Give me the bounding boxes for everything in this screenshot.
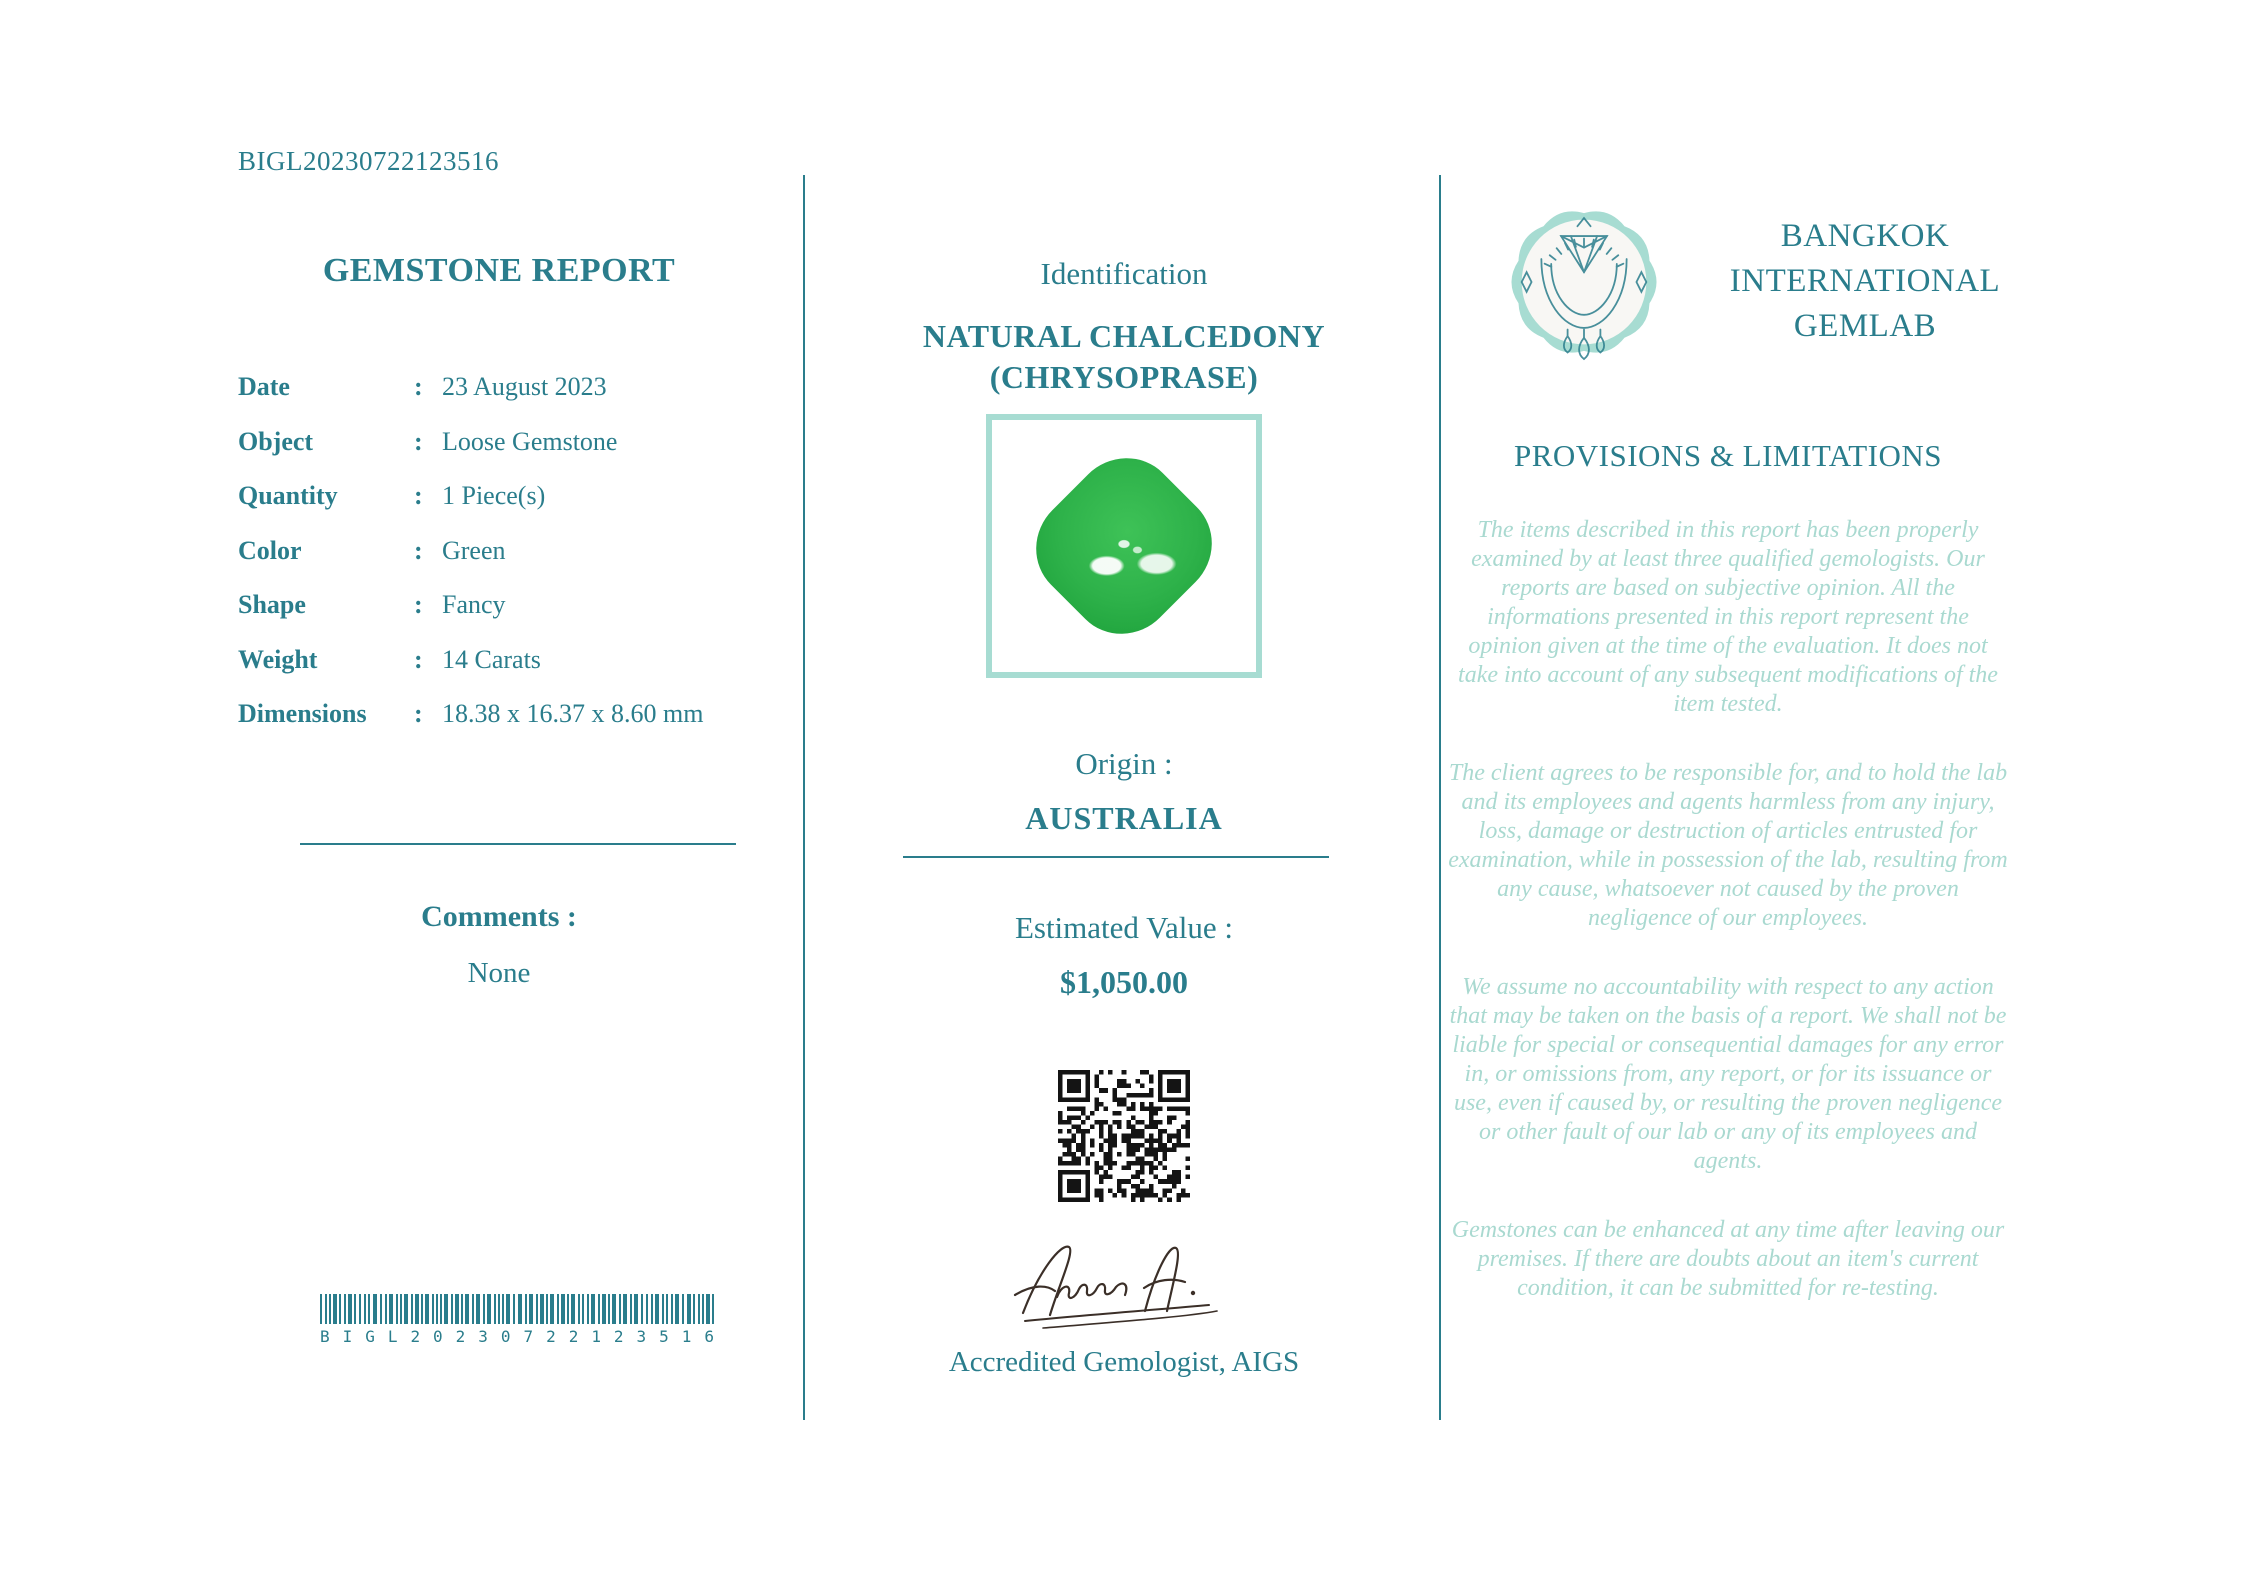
identification-result [852, 316, 1396, 398]
field-label-color: Color [238, 535, 302, 565]
provisions-paragraph-4: Gemstones can be enhanced at any time after leaving our premises. If there are doubts about an item's current condition, it can be submitted for re-testing. [1451, 1217, 2005, 1301]
lab-name-line2: INTERNATIONAL [1729, 263, 2001, 299]
field-value-color: Green [442, 535, 506, 565]
report-title: GEMSTONE REPORT [322, 252, 676, 289]
middle-section-divider [903, 856, 1329, 858]
origin-label: Origin : [1075, 746, 1173, 781]
lab-name-line3: GEMLAB [1793, 308, 1937, 344]
provisions-paragraph-3: We assume no accountability with respect to any action that may be taken on the basis of a report. We shall not be liable for special or consequential damages for any error in, or omissions from, any report, or for its issuance or use, even if caused by, or resulting the proven negligence or other fault of our lab or any of its employees and agents. [1449, 974, 2007, 1174]
signatory-title: Accredited Gemologist, AIGS [948, 1346, 1300, 1378]
gem-photo [1014, 436, 1233, 655]
field-label-dimensions: Dimensions [238, 699, 367, 729]
field-value-object: Loose Gemstone [442, 426, 618, 456]
signature [995, 1233, 1245, 1338]
field-label-object: Object [238, 426, 314, 456]
field-colon: : [414, 481, 423, 511]
identification-result-line2: (CHRYSOPRASE) [989, 359, 1259, 395]
field-colon: : [414, 590, 423, 620]
identification-result-line1: NATURAL CHALCEDONY [922, 318, 1326, 354]
field-value-date: 23 August 2023 [442, 372, 607, 402]
field-colon: : [414, 426, 423, 456]
comments-value: None [467, 957, 531, 989]
provisions-paragraph-1: The items described in this report has been properly examined by at least three qualified gemologists. Our reports are based on subjective opinion. All the informations presented in this report represent the opinion given at the time of the evaluation. It does not take into account of any subsequent modifications of the item tested. [1458, 517, 1998, 717]
provisions-text [1448, 516, 2008, 1343]
field-label-date: Date [238, 372, 290, 402]
report-number: BIGL20230722123516 [238, 146, 499, 176]
gem-highlight [1028, 447, 1220, 645]
estimated-value-label: Estimated Value : [1014, 910, 1234, 945]
lab-logo [1502, 200, 1666, 364]
barcode-bars [320, 1294, 714, 1324]
field-label-shape: Shape [238, 590, 306, 620]
qr-code [1058, 1070, 1190, 1202]
lab-name [1692, 214, 2038, 349]
lab-name-line1: BANGKOK [1780, 218, 1950, 254]
column-divider-right [1439, 175, 1441, 1420]
barcode-text: B I G L 2 0 2 3 0 7 2 2 1 2 3 5 1 6 [320, 1327, 714, 1346]
barcode [320, 1294, 714, 1346]
field-value-quantity: 1 Piece(s) [442, 481, 546, 511]
estimated-value-amount: $1,050.00 [1060, 964, 1188, 1000]
report-fields [238, 360, 768, 742]
left-section-divider [300, 843, 736, 845]
column-divider-left [803, 175, 805, 1420]
field-value-dimensions: 18.38 x 16.37 x 8.60 mm [442, 699, 704, 729]
identification-heading: Identification [1040, 256, 1208, 291]
origin-value: AUSTRALIA [1025, 800, 1223, 836]
field-value-shape: Fancy [442, 590, 506, 620]
provisions-paragraph-2: The client agrees to be responsible for, and to hold the lab and its employees and agents harmless from any injury, loss, damage or destruction of articles entrusted for examination, while in possession of the lab, resulting from any cause, whatsoever not caused by the proven negligence of our employees. [1448, 760, 2008, 931]
field-label-weight: Weight [238, 644, 318, 674]
field-label-quantity: Quantity [238, 481, 338, 511]
provisions-heading: PROVISIONS & LIMITATIONS [1513, 438, 1943, 473]
field-value-weight: 14 Carats [442, 644, 541, 674]
field-colon: : [414, 644, 423, 674]
field-colon: : [414, 699, 423, 729]
field-colon: : [414, 535, 423, 565]
field-colon: : [414, 372, 423, 402]
comments-label: Comments : [421, 900, 577, 933]
gem-photo-frame [986, 414, 1262, 678]
